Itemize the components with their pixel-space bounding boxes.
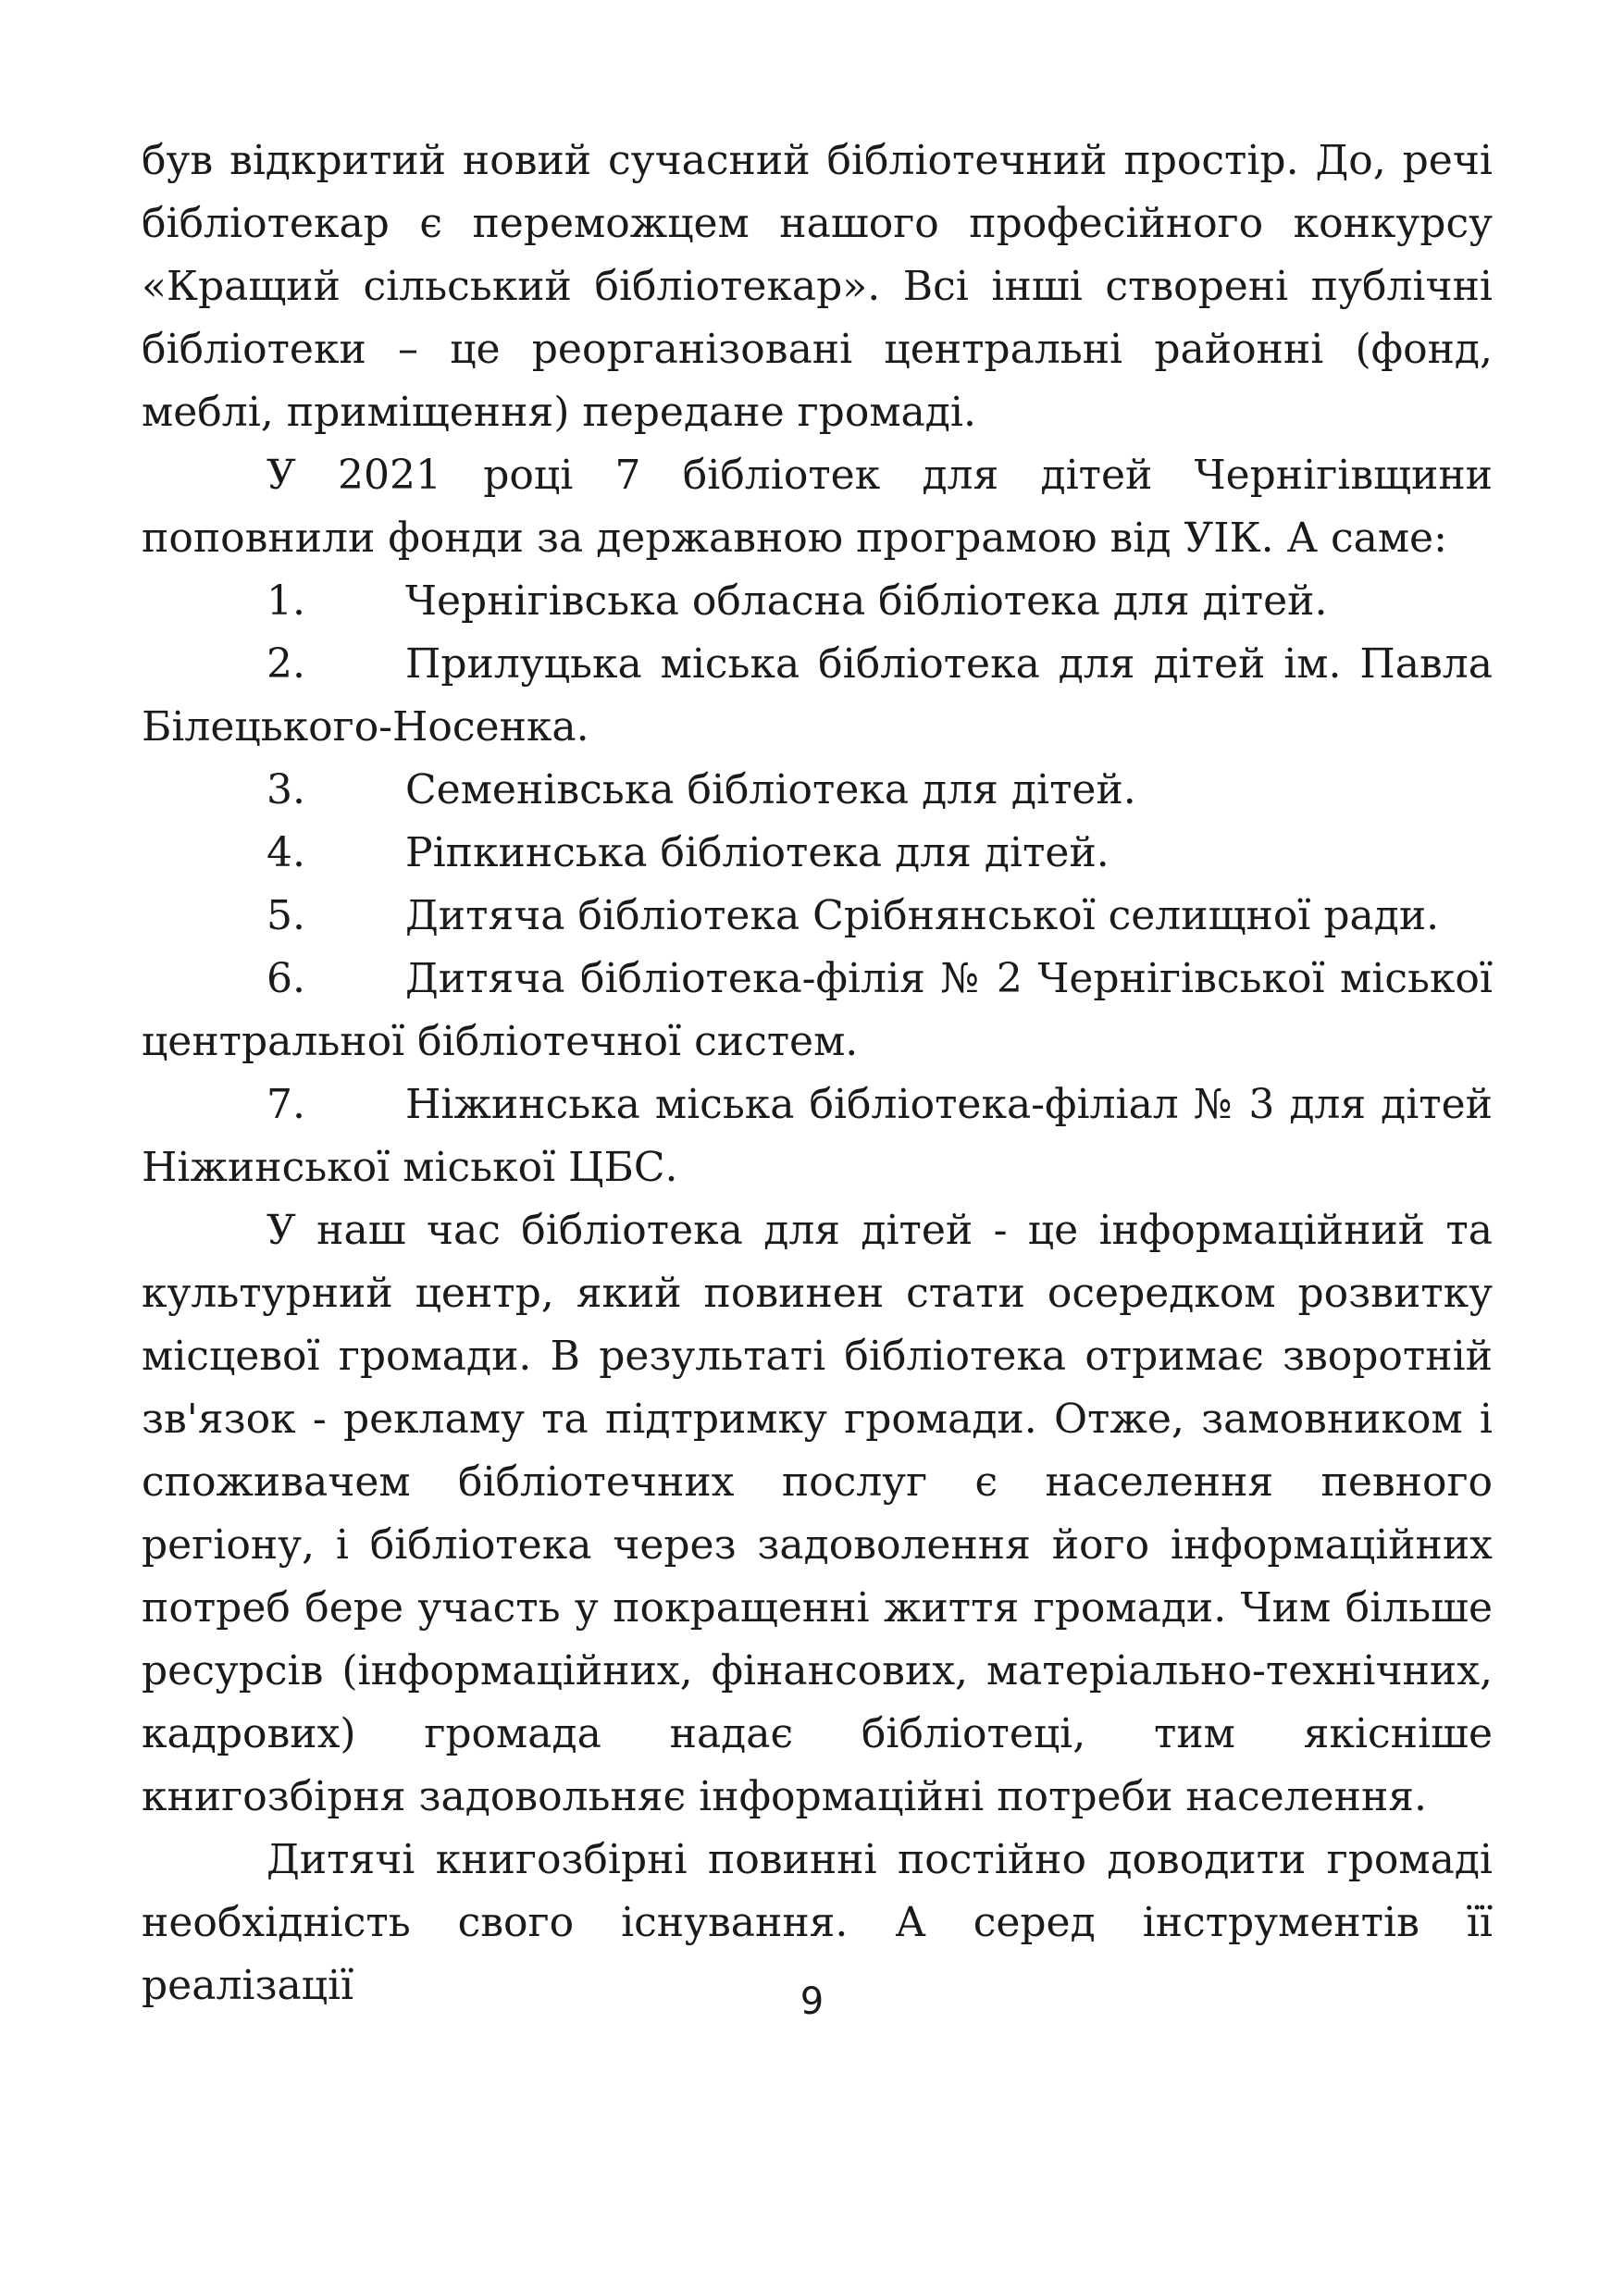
paragraph-4: Дитячі книгозбірні повинні постійно доводити громаді необхідність свого існування. А серед інструментів її реалізації xyxy=(142,1836,1493,2009)
list-item xyxy=(142,759,1493,822)
list-item xyxy=(142,1074,1493,1199)
list-item-number: 6. xyxy=(267,955,305,1002)
list-item-text: Семенівська бібліотека для дітей. xyxy=(405,766,1136,813)
list-item-number: 1. xyxy=(267,577,305,625)
list-item-text: Дитяча бібліотека Срібнянської селищної ради. xyxy=(405,892,1440,939)
list-item-text: Дитяча бібліотека-філія № 2 Чернігівської міської центральної бібліотечної систем. xyxy=(142,955,1493,1065)
list-item xyxy=(142,570,1493,633)
library-list xyxy=(142,570,1493,1199)
paragraph-3: У наш час бібліотека для дітей - це інформаційний та культурний центр, який повинен стати осередком розвитку місцевої громади. В результаті бібліотека отримає зворотній зв'язок - рекламу та підтримку громади. Отже, замовником і споживачем бібліотечних послуг є населення певного регіону, і бібліотека через задоволення його інформаційних потреб бере участь у покращенні життя громади. Чим більше ресурсів (інформаційних, фінансових, матеріально-технічних, кадрових) громада надає бібліотеці, тим якісніше книгозбірня задовольняє інформаційні потреби населення. xyxy=(142,1207,1493,1820)
list-item xyxy=(142,948,1493,1074)
list-item xyxy=(142,633,1493,759)
list-item-number: 2. xyxy=(267,640,305,688)
list-item-text: Ніжинська міська бібліотека-філіал № 3 для дітей Ніжинської міської ЦБС. xyxy=(142,1081,1493,1191)
list-item-number: 3. xyxy=(267,766,305,813)
list-item xyxy=(142,885,1493,948)
list-item-text: Чернігівська обласна бібліотека для дітей. xyxy=(405,577,1328,625)
paragraph-2: У 2021 році 7 бібліотек для дітей Чернігівщини поповнили фонди за державною програмою від УІК. А саме: xyxy=(142,452,1493,562)
list-item-text: Прилуцька міська бібліотека для дітей ім. Павла Білецького-Носенка. xyxy=(142,640,1493,751)
list-item-number: 7. xyxy=(267,1081,305,1128)
list-item xyxy=(142,822,1493,885)
paragraph-1: був відкритий новий сучасний бібліотечний простір. До, речі бібліотекар є переможцем нашого професійного конкурсу «Кращий сільський бібліотекар». Всі інші створені публічні бібліотеки – це реорганізовані центральні районні (фонд, меблі, приміщення) передане громаді. xyxy=(142,137,1493,436)
page-number: 9 xyxy=(800,1980,824,2023)
document-page xyxy=(142,130,1493,2017)
list-item-text: Ріпкинська бібліотека для дітей. xyxy=(405,829,1110,876)
list-item-number: 5. xyxy=(267,892,305,939)
list-item-number: 4. xyxy=(267,829,305,876)
